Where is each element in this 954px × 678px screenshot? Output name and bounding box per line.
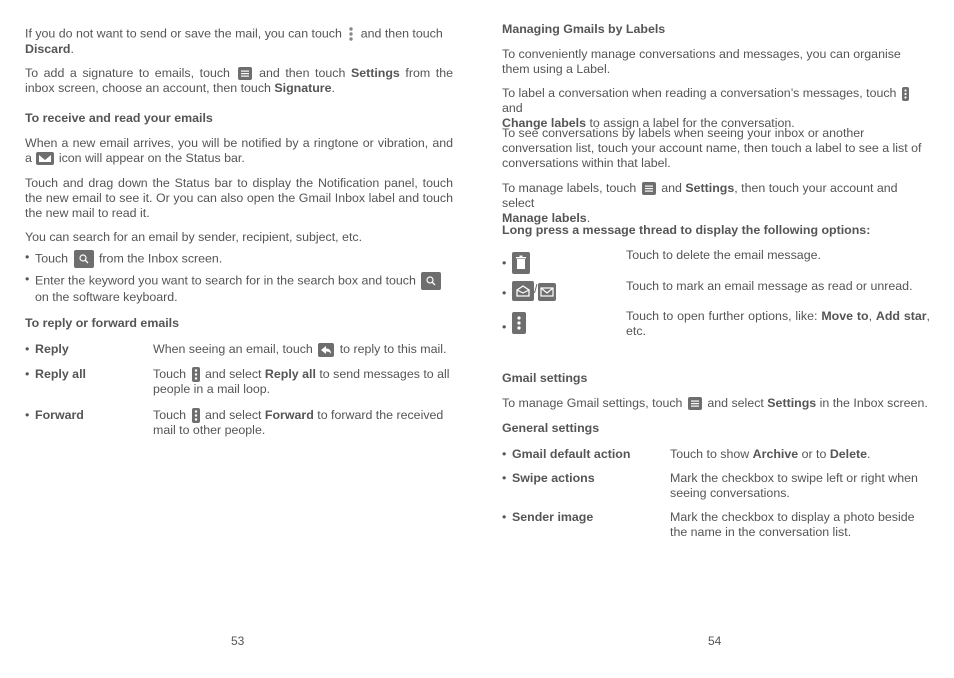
more-vert-icon [192, 367, 200, 382]
more-vert-icon [512, 312, 526, 334]
slash-separator: / [534, 282, 538, 296]
option-read-unread: • / Touch to mark an email message as read or unread. [502, 279, 913, 300]
paragraph-signature: To add a signature to emails, touch and then touch Settings from the inbox screen, choose an account, then touch Signature. [25, 66, 453, 95]
list-item-touch-search: • Touch from the Inbox screen. [25, 250, 453, 268]
search-icon [421, 272, 441, 290]
more-vert-icon [902, 87, 909, 101]
option-delete: • Touch to delete the email message. [502, 248, 930, 276]
list-item-keyword: • Enter the keyword you want to search for in the search box and touch on the software keyboard. [25, 272, 453, 305]
paragraph-search: You can search for an email by sender, recipient, subject, etc. [25, 230, 363, 244]
menu-icon [238, 67, 252, 80]
setting-swipe-actions: • Swipe actions Mark the checkbox to swipe left or right when seeing conversations. [502, 471, 918, 500]
setting-sender-image: • Sender image Mark the checkbox to display a photo beside the name in the conversation list. [502, 510, 915, 539]
trash-icon [512, 252, 530, 274]
paragraph-label: To label a conversation when reading a conversation’s messages, touch and Change labels to assign a label for the conversation. [502, 86, 930, 131]
mark-unread-icon [538, 283, 556, 301]
menu-icon [642, 182, 656, 195]
list-item-reply: • Reply When seeing an email, touch to reply to this mail. [25, 342, 447, 356]
page-number-54: 54 [708, 634, 722, 648]
list-item-forward: • Forward Touch and select Forward to forward the received mail to other people. [25, 408, 444, 438]
heading-receive: To receive and read your emails [25, 111, 213, 125]
heading-longpress: Long press a message thread to display the following options: [502, 223, 871, 237]
paragraph-organise: To conveniently manage conversations and messages, you can organise them using a Label. [502, 47, 901, 76]
menu-icon [688, 397, 702, 410]
search-icon [74, 250, 94, 268]
reply-icon [318, 343, 334, 357]
more-vert-icon [347, 26, 355, 42]
paragraph-settings: To manage Gmail settings, touch and select Settings in the Inbox screen. [502, 396, 928, 410]
heading-reply: To reply or forward emails [25, 316, 180, 330]
heading-gmail-settings: Gmail settings [502, 371, 588, 385]
page-number-53: 53 [231, 634, 245, 648]
more-vert-icon [192, 408, 200, 423]
paragraph-drag: Touch and drag down the Status bar to display the Notification panel, touch the new email to see it. Or you can also open the Gmail Inbox label and touch the new mail to read it. [25, 176, 453, 220]
mail-icon [36, 152, 54, 165]
heading-labels: Managing Gmails by Labels [502, 22, 666, 36]
paragraph-notify: When a new email arrives, you will be notified by a ringtone or vibration, and a icon will appear on the Status bar. [25, 136, 453, 165]
mark-read-icon [512, 281, 534, 301]
paragraph-see: To see conversations by labels when seeing your inbox or another conversation list, touch your account name, then touch a label to see a list of conversations within that label. [502, 126, 922, 170]
list-item-reply-all: • Reply all Touch and select Reply all to send messages to all people in a mail loop. [25, 367, 450, 397]
heading-general-settings: General settings [502, 421, 600, 435]
setting-default-action: • Gmail default action Touch to show Archive or to Delete. [502, 447, 871, 461]
paragraph-manage: To manage labels, touch and Settings, then touch your account and select Manage labels. [502, 181, 898, 225]
paragraph-discard: If you do not want to send or save the mail, you can touch and then touch Discard. [25, 26, 443, 56]
option-more: • Touch to open further options, like: Move to, Add star, etc. [502, 309, 930, 338]
